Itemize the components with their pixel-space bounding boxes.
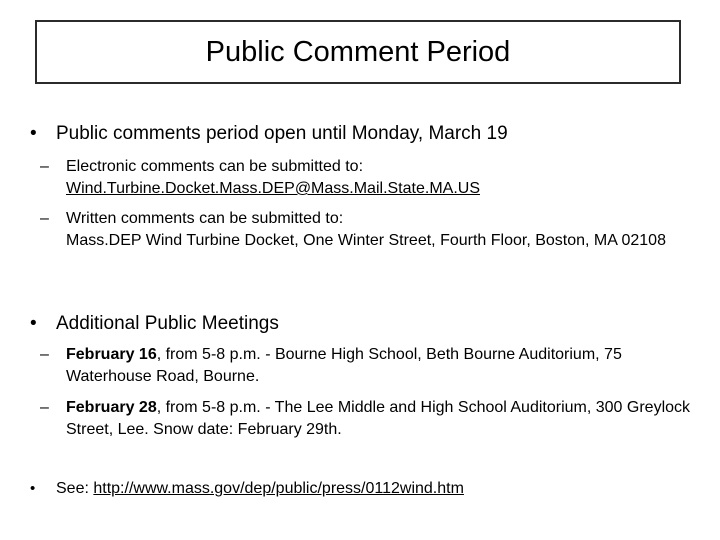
bullet-marker: •: [30, 123, 37, 144]
bullet-marker: •: [30, 313, 37, 334]
sub-bullet-meeting-feb16: [40, 344, 706, 388]
sub-bullet-marker: –: [40, 399, 49, 416]
sub-bullet-text: [66, 344, 706, 388]
meeting-date: February 16: [66, 346, 157, 363]
see-lead: See:: [56, 480, 94, 497]
slide-title-box: [35, 20, 681, 84]
sub-bullet-electronic: [40, 156, 706, 200]
mailing-address: Mass.DEP Wind Turbine Docket, One Winter Street, Fourth Floor, Boston, MA 02108: [66, 232, 666, 249]
bullet-comment-period: [30, 122, 508, 145]
written-lead: Written comments can be submitted to:: [66, 210, 344, 227]
electronic-lead: Electronic comments can be submitted to:: [66, 158, 364, 175]
bullet-marker: •: [30, 480, 36, 497]
sub-bullet-marker: –: [40, 158, 49, 175]
sub-bullet-text: [66, 397, 706, 441]
sub-bullet-meeting-feb28: [40, 397, 706, 441]
bullet-see-link: [30, 478, 696, 500]
press-link[interactable]: http://www.mass.gov/dep/public/press/0112wind.htm: [93, 480, 464, 497]
bullet-text: [56, 478, 696, 500]
meeting-details: , from 5-8 p.m. - The Lee Middle and High School Auditorium, 300 Greylock Street, Lee. Snow date: February 29th.: [66, 399, 691, 438]
sub-bullet-written: [40, 208, 706, 252]
sub-bullet-text: [66, 156, 706, 200]
slide-title: Public Comment Period: [205, 35, 511, 68]
sub-bullet-marker: –: [40, 210, 49, 227]
bullet-public-meetings: [30, 312, 279, 335]
bullet-text: Additional Public Meetings: [56, 313, 279, 334]
meeting-date: February 28: [66, 399, 157, 416]
sub-bullet-text: [66, 208, 706, 252]
sub-bullet-marker: –: [40, 346, 49, 363]
meeting-details: , from 5-8 p.m. - Bourne High School, Beth Bourne Auditorium, 75 Waterhouse Road, Bourne.: [66, 346, 622, 385]
bullet-text: Public comments period open until Monday, March 19: [56, 123, 508, 144]
email-link[interactable]: Wind.Turbine.Docket.Mass.DEP@Mass.Mail.State.MA.US: [66, 180, 480, 197]
